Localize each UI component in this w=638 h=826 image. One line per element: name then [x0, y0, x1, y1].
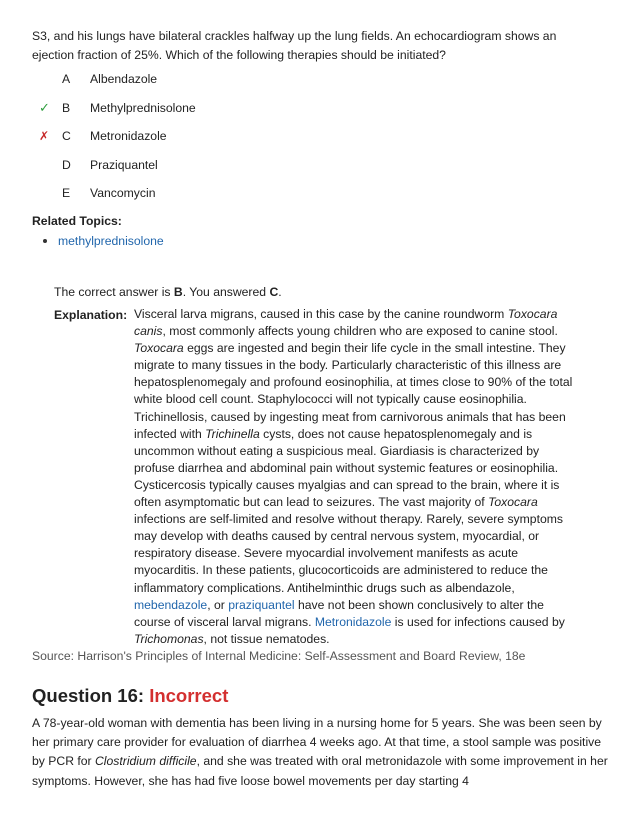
explanation-seg: , most commonly affects young children who are exposed to canine stool. [162, 324, 558, 339]
explanation-seg: Visceral larva migrans, caused in this case by the canine roundworm [134, 307, 508, 321]
explanation-label: Explanation: [54, 308, 128, 322]
choice-c[interactable] [32, 122, 432, 151]
next-question-seg: , and she was treated with oral metronidazole with some improvement in her symptoms. However, she has had five loose bowel movements per day starting 4 [32, 754, 608, 788]
question-status: Incorrect [149, 685, 229, 706]
given-answer: C [269, 285, 279, 299]
related-topic-item [40, 232, 164, 250]
next-question-stem [32, 714, 612, 791]
choice-a-letter: A [62, 72, 71, 86]
explanation-text [134, 306, 574, 648]
explanation-italic: Toxocara [134, 341, 184, 356]
question-number: Question 16: [32, 685, 150, 706]
choice-c-text: Metronidazole [90, 129, 167, 143]
explanation-seg: have not been shown conclusively to alter the course of visceral larval migrans. [134, 597, 544, 629]
explanation-seg: is used for infections caused by [391, 614, 565, 629]
choice-e[interactable] [32, 179, 432, 208]
related-topic-link[interactable]: methylprednisolone [58, 234, 164, 248]
answer-choices [32, 65, 432, 208]
choice-e-text: Vancomycin [90, 186, 156, 200]
choice-d[interactable] [32, 151, 432, 180]
answer-middle: . You answered [182, 285, 270, 299]
related-topics-list [40, 232, 164, 250]
choice-b-letter: B [62, 100, 71, 115]
praziquantel-link[interactable]: praziquantel [228, 597, 295, 612]
correct-answer: B [173, 285, 183, 299]
answer-prefix: The correct answer is [54, 285, 174, 299]
choice-a[interactable] [32, 65, 432, 94]
choice-d-letter: D [62, 157, 71, 172]
explanation-italic: Trichinella [205, 426, 260, 441]
question-stem-line2: ejection fraction of 25%. Which of the following therapies should be initiated? [32, 48, 446, 62]
answer-suffix: . [278, 285, 282, 299]
choice-b-text: Methylprednisolone [90, 100, 196, 115]
answer-summary [54, 285, 282, 299]
explanation-italic: Toxocara [488, 495, 538, 510]
question-stem [32, 27, 612, 65]
explanation-seg: infections are self-limited and resolve without therapy. Rarely, severe symptoms may develop with deaths caused by central nervous system, myocardial, or respiratory disease. Severe myocardial involvement manifests as acute myocarditis. In these patients, glucocorticoids are administered to reduce the inflammatory complications. Antihelminthic drugs such as albendazole, [134, 512, 563, 595]
explanation-seg: eggs are ingested and begin their life cycle in the small intestine. They migrate to many tissues in the body. Particularly characteristic of this illness are hepatosplenomegaly and profound eosinophilia, at times close to 90% of the total white blood cell count. Staphylococci will not typically cause eosinophilia. Trichinellosis, caused by ingesting meat from carnivorous animals that has been infected with [134, 341, 573, 441]
related-topics-title: Related Topics: [32, 214, 122, 228]
choice-c-letter: C [62, 129, 71, 143]
choice-b[interactable] [32, 94, 432, 123]
question-stem-line1: S3, and his lungs have bilateral crackles halfway up the lung fields. An echocardiogram shows an [32, 29, 557, 43]
mebendazole-link[interactable]: mebendazole [134, 597, 208, 612]
choice-a-text: Albendazole [90, 72, 158, 86]
metronidazole-link[interactable]: Metronidazole [314, 614, 392, 629]
bullet-icon [43, 239, 47, 243]
explanation-seg: , not tissue nematodes. [203, 631, 330, 646]
checkmark-icon: ✓ [39, 99, 50, 115]
next-question-italic: Clostridium difficile [95, 754, 197, 769]
explanation-seg: cysts, does not cause hepatosplenomegaly and is uncommon without eating a suspicious meal. Giardiasis is characterized by profuse diarrhea and abdominal pain without systemic features or eosinophilia. Cysticercosis typically causes myalgias and can spread to the brain, where it is often asymptomatic but can lead to seizures. The vast majority of [134, 426, 560, 510]
choice-d-text: Praziquantel [90, 157, 158, 172]
explanation-seg: , or [207, 597, 229, 612]
explanation-italic: Trichomonas [134, 631, 204, 646]
next-question-seg: A 78-year-old woman with dementia has been living in a nursing home for 5 years. She was been seen by her primary care provider for evaluation of diarrhea 4 weeks ago. At that time, a stool sample was positive by PCR for [32, 716, 602, 769]
source-citation: Source: Harrison's Principles of Internal Medicine: Self-Assessment and Board Review, 18e [32, 649, 526, 663]
cross-icon: ✗ [39, 129, 50, 143]
choice-e-letter: E [62, 186, 71, 200]
question-heading [32, 685, 228, 707]
explanation-italic: Toxocara canis [134, 307, 558, 339]
